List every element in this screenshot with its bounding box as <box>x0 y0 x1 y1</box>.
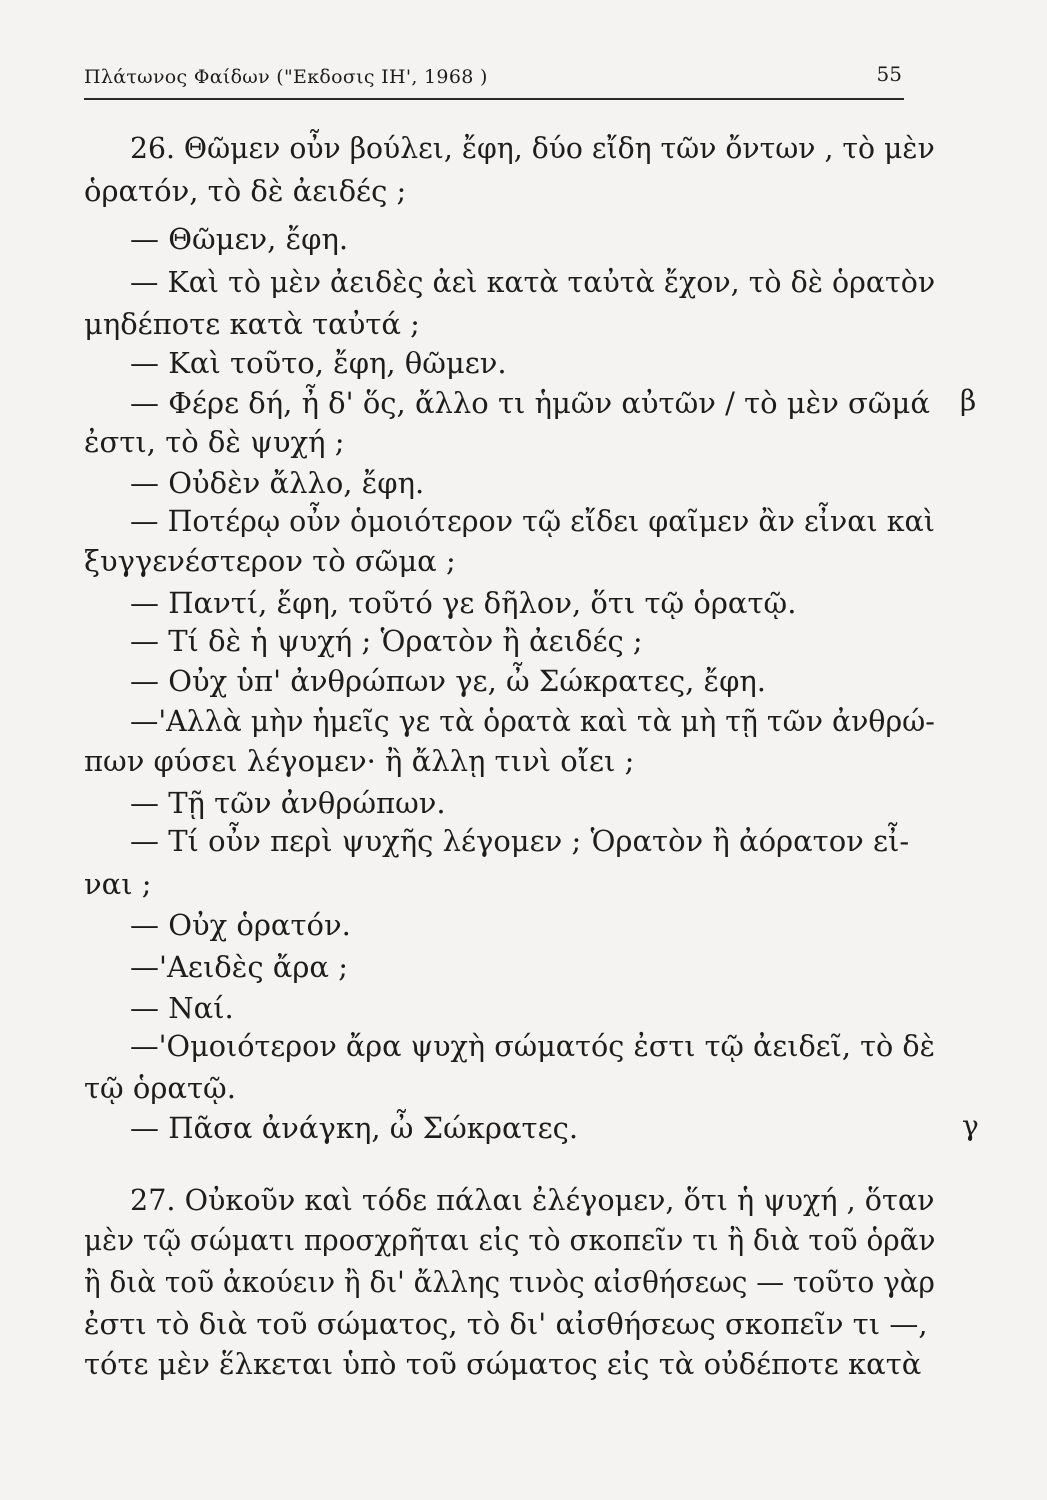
text-line: — Τί δὲ ἡ ψυχή ; Ὁρατὸν ἢ ἀειδές ; <box>130 624 643 658</box>
text-line: — Φέρε δή, ἦ δ' ὅς, ἄλλο τι ἡμῶν αὐτῶν / τὸ μὲν σῶμά <box>130 386 930 420</box>
text-line: ὁρατόν, τὸ δὲ ἀειδές ; <box>84 174 407 208</box>
text-line: —'Αλλὰ μὴν ἡμεῖς γε τὰ ὁρατὰ καὶ τὰ μὴ τῇ τῶν ἀνθρώ- <box>130 704 935 738</box>
text-line: — Τῇ τῶν ἀνθρώπων. <box>130 786 446 820</box>
text-line: — Οὐχ ὑπ' ἀνθρώπων γε, ὦ Σώκρατες, ἔφη. <box>130 664 766 698</box>
text-line: ἢ διὰ τοῦ ἀκούειν ἢ δι' ἄλλης τινὸς αἰσθήσεως — τοῦτο γὰρ <box>84 1265 935 1299</box>
text-line: 27. Οὐκοῦν καὶ τόδε πάλαι ἐλέγομεν, ὅτι ἡ ψυχή , ὅταν <box>130 1183 935 1217</box>
text-line: — Οὐδὲν ἄλλο, ἔφη. <box>130 466 425 500</box>
text-line: μὲν τῷ σώματι προσχρῆται εἰς τὸ σκοπεῖν τι ἢ διὰ τοῦ ὁρᾶν <box>84 1223 936 1257</box>
text-line: τότε μὲν ἕλκεται ὑπὸ τοῦ σώματος εἰς τὰ οὐδέποτε κατὰ <box>84 1347 922 1381</box>
text-line: — Θῶμεν, ἔφη. <box>130 222 349 256</box>
text-line: — Οὐχ ὁρατόν. <box>130 908 351 942</box>
text-line: — Ποτέρῳ οὖν ὁμοιότερον τῷ εἴδει φαῖμεν ἂν εἶναι καὶ <box>130 504 935 538</box>
text-line: — Τί οὖν περὶ ψυχῆς λέγομεν ; Ὁρατὸν ἢ ἀόρατον εἶ- <box>130 824 910 858</box>
text-line: — Καὶ τοῦτο, ἔφη, θῶμεν. <box>130 346 507 380</box>
header-title: Πλάτωνος Φαίδων ("Εκδοσις ΙΗ', 1968 ) <box>84 66 488 88</box>
margin-stephanus-gamma: γ <box>962 1109 979 1142</box>
text-line: ἐστι τὸ διὰ τοῦ σώματος, τὸ δι' αἰσθήσεως σκοπεῖν τι —, <box>84 1307 928 1341</box>
text-line: — Ναί. <box>130 991 234 1025</box>
text-line: μηδέποτε κατὰ ταὐτά ; <box>84 307 420 341</box>
text-line: ξυγγενέστερον τὸ σῶμα ; <box>84 544 456 578</box>
text-line: —'Αειδὲς ἄρα ; <box>130 950 348 984</box>
text-line: — Πᾶσα ἀνάγκη, ὦ Σώκρατες. <box>130 1111 579 1145</box>
margin-stephanus-beta: β <box>960 384 977 417</box>
text-line: πων φύσει λέγομεν· ἢ ἄλλῃ τινὶ οἴει ; <box>84 744 635 778</box>
text-line: — Καὶ τὸ μὲν ἀειδὲς ἀεὶ κατὰ ταὐτὰ ἔχον, τὸ δὲ ὁρατὸν <box>130 265 936 299</box>
text-line: ἐστι, τὸ δὲ ψυχή ; <box>84 425 345 459</box>
text-line: ναι ; <box>84 867 152 901</box>
text-line: 26. Θῶμεν οὖν βούλει, ἔφη, δύο εἴδη τῶν ὄντων , τὸ μὲν <box>130 131 935 165</box>
page-number: 55 <box>876 62 902 86</box>
text-line: τῷ ὁρατῷ. <box>84 1071 236 1105</box>
text-line: — Παντί, ἔφη, τοῦτό γε δῆλον, ὅτι τῷ ὁρατῷ. <box>130 586 797 620</box>
running-header <box>84 62 904 100</box>
text-line: —'Ομοιότερον ἄρα ψυχὴ σώματός ἐστι τῷ ἀειδεῖ, τὸ δὲ <box>130 1029 935 1063</box>
